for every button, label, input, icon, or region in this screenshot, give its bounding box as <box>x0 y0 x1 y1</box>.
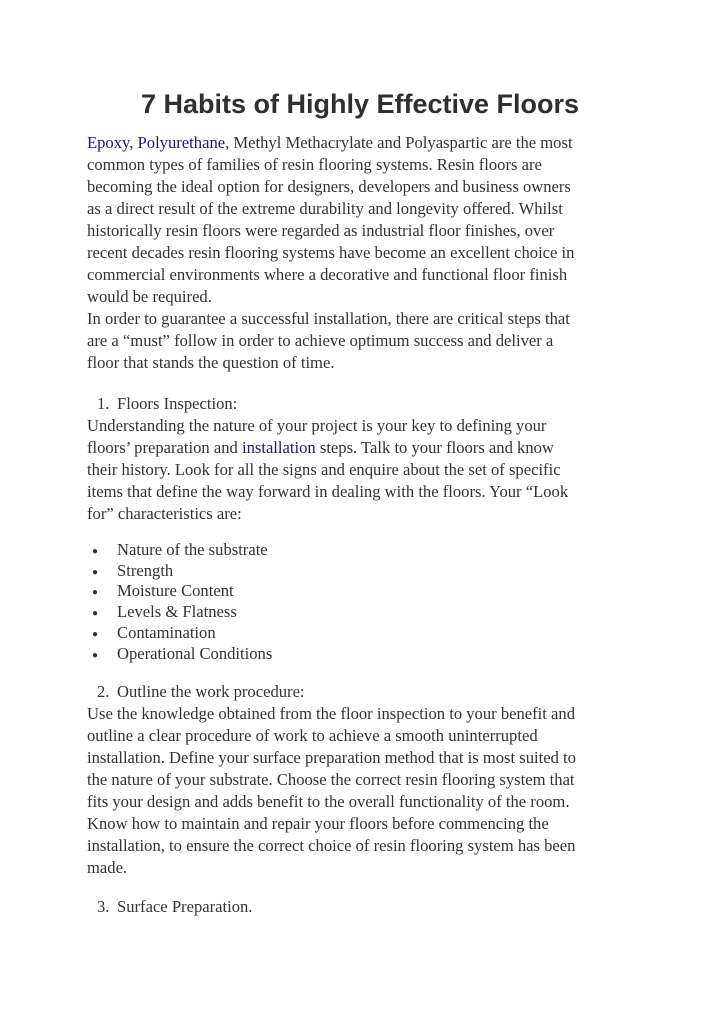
list-item-label: Operational Conditions <box>117 644 273 663</box>
intro-line: would be required. <box>87 287 212 306</box>
section-1-line-2 <box>87 437 554 459</box>
section-2-line: fits your design and adds benefit to the overall functionality of the room. <box>87 792 570 811</box>
list-item-label: Levels & Flatness <box>117 602 237 621</box>
section-2-heading <box>97 681 305 703</box>
section-1-line-2-rest: steps. Talk to your floors and know <box>315 438 554 457</box>
page-title: 7 Habits of Highly Effective Floors <box>140 89 580 119</box>
section-2-line: Know how to maintain and repair your floors before commencing the <box>87 814 549 833</box>
section-2-title: Outline the work procedure: <box>117 682 305 701</box>
section-1-line: Understanding the nature of your project is your key to defining your <box>87 416 547 435</box>
intro-line-1-text: , Methyl Methacrylate and Polyaspartic are the most <box>225 133 573 152</box>
section-3-title: Surface Preparation. <box>117 897 253 916</box>
intro-separator: , <box>129 133 138 152</box>
intro-line: recent decades resin flooring systems have become an excellent choice in <box>87 243 575 262</box>
intro-line: becoming the ideal option for designers, developers and business owners <box>87 177 571 196</box>
bullet-icon: ● <box>92 586 99 598</box>
bullet-icon: ● <box>92 607 99 619</box>
section-2-line: installation. Define your surface preparation method that is most suited to <box>87 748 576 767</box>
list-item-label: Moisture Content <box>117 581 234 600</box>
section-2-number: 2. <box>97 682 110 701</box>
bullet-icon: ● <box>92 545 99 557</box>
intro-line: common types of families of resin flooring systems. Resin floors are <box>87 155 542 174</box>
list-item <box>92 601 237 622</box>
bullet-icon: ● <box>92 566 99 578</box>
list-item <box>92 622 216 643</box>
bullet-icon: ● <box>92 649 99 661</box>
section-2-line: outline a clear procedure of work to achieve a smooth uninterrupted <box>87 726 538 745</box>
section-3-heading <box>97 896 252 918</box>
list-item <box>92 580 234 601</box>
section-1-title: Floors Inspection: <box>117 394 238 413</box>
polyurethane-link[interactable]: Polyurethane <box>137 133 226 152</box>
section-2-line: the nature of your substrate. Choose the correct resin flooring system that <box>87 770 575 789</box>
intro-line: floor that stands the question of time. <box>87 353 335 372</box>
section-1-line: items that define the way forward in dealing with the floors. Your “Look <box>87 482 569 501</box>
section-1-line: for” characteristics are: <box>87 504 242 523</box>
section-3-number: 3. <box>97 897 110 916</box>
installation-link[interactable]: installation <box>241 438 316 457</box>
list-item-label: Strength <box>117 561 174 580</box>
list-item-label: Nature of the substrate <box>117 540 268 559</box>
intro-line: are a “must” follow in order to achieve optimum success and deliver a <box>87 331 554 350</box>
bullet-icon: ● <box>92 628 99 640</box>
intro-line-1 <box>87 132 573 154</box>
list-item <box>92 539 268 560</box>
section-1-heading <box>97 393 237 415</box>
section-2-line: installation, to ensure the correct choice of resin flooring system has been <box>87 836 576 855</box>
intro-line: as a direct result of the extreme durability and longevity offered. Whilst <box>87 199 563 218</box>
list-item <box>92 643 272 664</box>
intro-line: In order to guarantee a successful installation, there are critical steps that <box>87 309 570 328</box>
section-1-line-2-text: floors’ preparation and <box>87 438 242 457</box>
section-1-line: their history. Look for all the signs and enquire about the set of specific <box>87 460 561 479</box>
section-2-line: made. <box>87 858 128 877</box>
intro-line: commercial environments where a decorative and functional floor finish <box>87 265 568 284</box>
intro-line: historically resin floors were regarded as industrial floor finishes, over <box>87 221 555 240</box>
epoxy-link[interactable]: Epoxy <box>87 133 130 152</box>
section-1-number: 1. <box>97 394 110 413</box>
section-2-line: Use the knowledge obtained from the floor inspection to your benefit and <box>87 704 576 723</box>
list-item <box>92 560 173 581</box>
list-item-label: Contamination <box>117 623 216 642</box>
